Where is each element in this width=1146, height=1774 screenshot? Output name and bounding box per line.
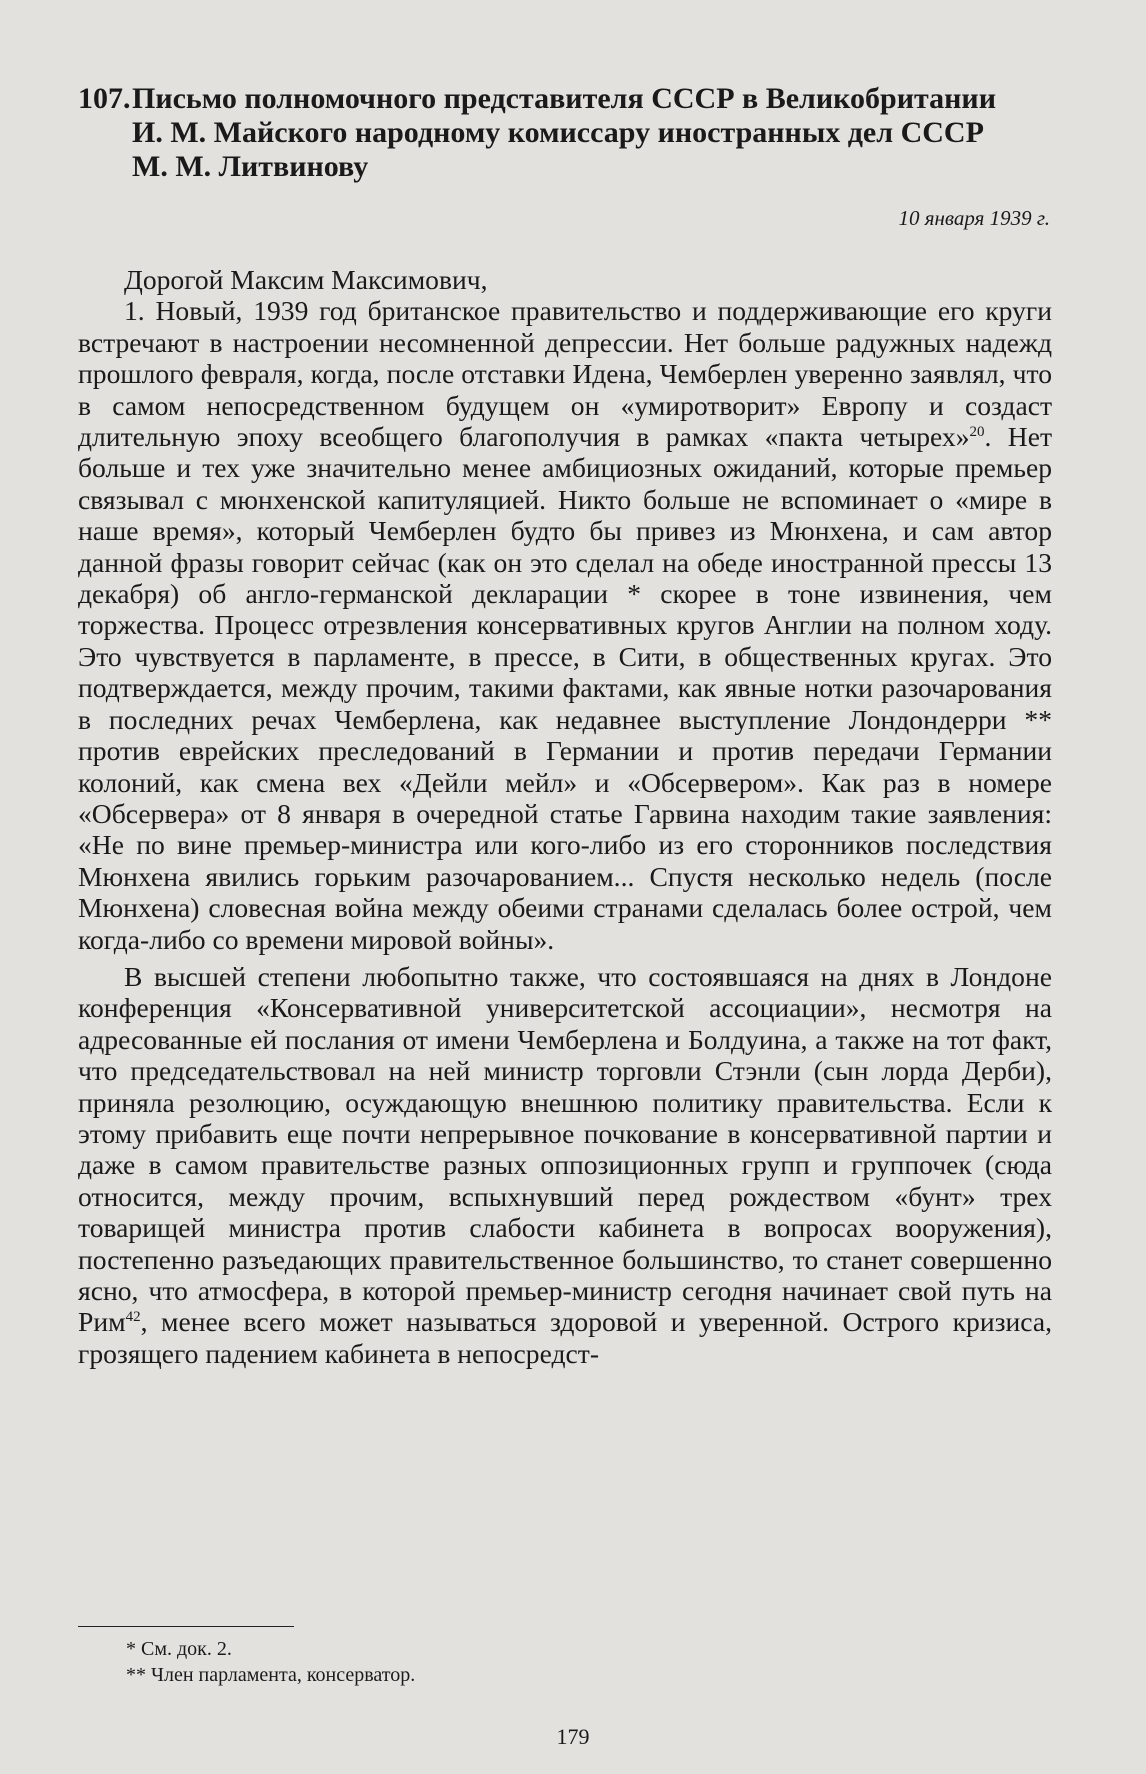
footnote-2: ** Член парламента, консерватор.	[126, 1664, 416, 1686]
page-number: 179	[556, 1724, 590, 1749]
footnote-divider	[78, 1626, 294, 1627]
paragraph-2: В высшей степени любопытно также, что состоявшаяся на днях в Лондоне конференция «Консервативной университетской ассоциации», несмотря на адресованные ей послания от имени Чемберлена и Болдуина, а также на тот факт, что председательствовал на ней министр торговли Стэнли (сын лорда Дерби), приняла резолюцию, осуждающую внешнюю политику правительства. Если к этому прибавить еще почти непрерывное почкование в консервативной партии и даже в самом правительстве разных оппозиционных групп и группочек (сюда относится, между прочим, вспыхнувший перед рождеством «бунт» трех товарищей министра против слабости кабинета в вопросах вооружения), постепенно разъедающих правительственное большинство, то станет совершенно ясно, что атмосфера, в которой премьер-министр сегодня начинает свой путь на Рим$^{42}$, менее всего может называться здоровой и уверенной. Острого кризиса, грозящего падением кабинета в непосредст-	[78, 960, 1052, 1369]
document-number: 107.	[78, 82, 131, 115]
footnotes	[126, 1636, 415, 1688]
document-date: 10 января 1939 г.	[898, 206, 1050, 230]
heading-line-1: 107.Письмо полномочного представителя СССР в Великобритании	[78, 82, 996, 115]
letter-body	[78, 264, 1052, 1369]
paragraph-1: 1. Новый, 1939 год британское правительство и поддерживающие его круги встречают в настроении несомненной депрессии. Нет больше радужных надежд прошлого февраля, когда, после отставки Идена, Чемберлен уверенно заявлял, что в самом непосредственном будущем он «умиротворит» Европу и создаст длительную эпоху всеобщего благополучия в рамках «пакта четырех»$^{20}$. Нет больше и тех уже значительно менее амбициозных ожиданий, которые премьер связывал с мюнхенской капитуляцией. Никто больше не вспоминает о «мире в наше время», который Чемберлен будто бы привез из Мюнхена, и сам автор данной фразы говорит сейчас (как он это сделал на обеде иностранной прессы 13 декабря) об англо-германской декларации * скорее в тоне извинения, чем торжества. Процесс отрезвления консервативных кругов Англии на полном ходу. Это чувствуется в парламенте, в прессе, в Сити, в общественных кругах. Это подтверждается, между прочим, такими фактами, как явные нотки разочарования в последних речах Чемберлена, как недавнее выступление Лондондерри ** против еврейских преследований в Германии и против передачи Германии колоний, как смена вех «Дейли мейл» и «Обсервером». Как раз в номере «Обсервера» от 8 января в очередной статье Гарвина находим такие заявления: «Не по вине премьер-министра или кого-либо из его сторонников последствия Мюнхена явились горьким разочарованием... Спустя несколько недель (после Мюнхена) словесная война между обеими странами сделалась более острой, чем когда-либо со времени мировой войны».	[78, 295, 1053, 955]
heading-line-2: И. М. Майского народному комиссару иностранных дел СССР	[132, 116, 984, 149]
document-heading	[78, 82, 1068, 184]
footnote-ref-42: 42	[125, 1309, 141, 1326]
footnote-ref-20: 20	[969, 423, 985, 440]
footnote-1: * См. док. 2.	[126, 1638, 232, 1660]
greeting: Дорогой Максим Максимович,	[124, 264, 488, 295]
heading-line-3: М. М. Литвинову	[132, 150, 369, 183]
